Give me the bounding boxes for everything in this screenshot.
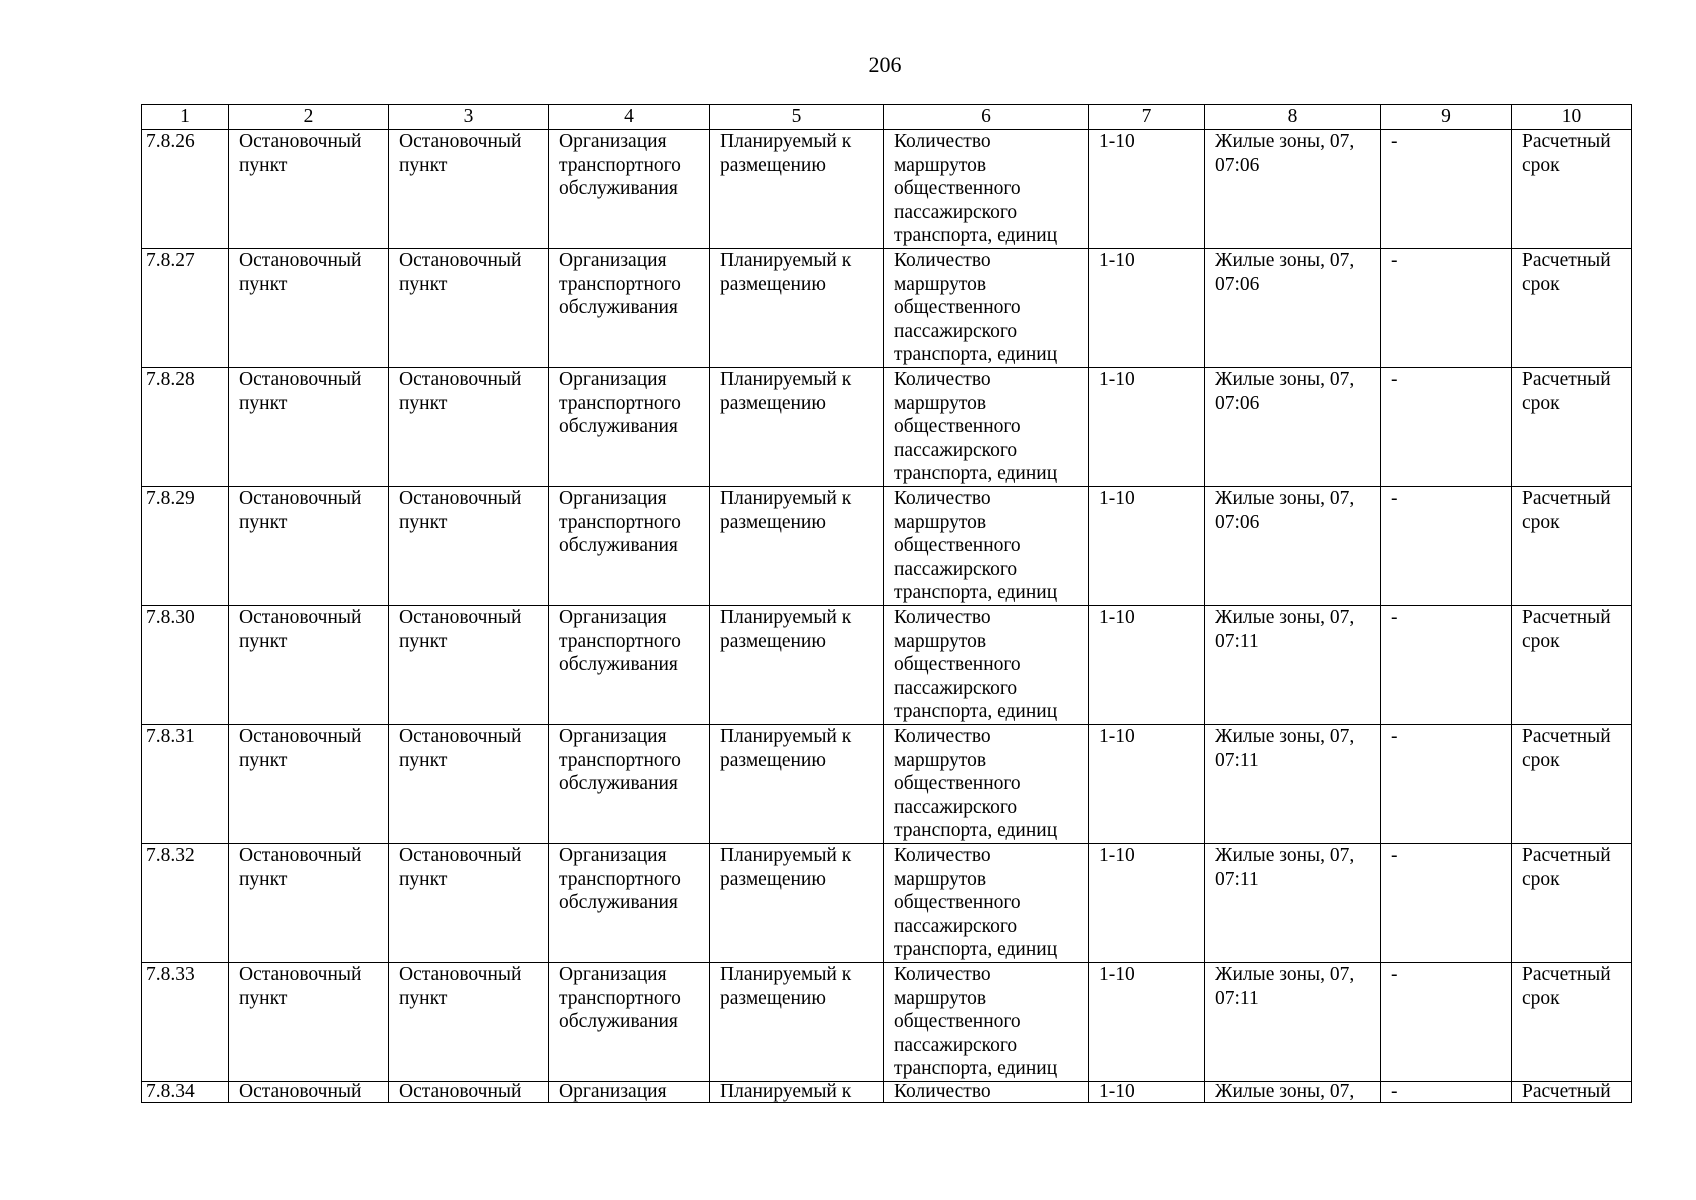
- table-row: [142, 487, 1632, 606]
- cell-text: Жилые зоны, 07, 07:11: [1215, 607, 1355, 652]
- cell-purpose: [549, 487, 710, 606]
- cell-text: Количество маршрутов общественного пассажирского транспорта, единиц: [894, 250, 1058, 366]
- column-header: 1: [142, 105, 229, 130]
- cell-purpose: [549, 725, 710, 844]
- table-row: [142, 725, 1632, 844]
- cell-text: 1-10: [1099, 131, 1135, 152]
- cell-row-number: [142, 606, 229, 725]
- cell-text: -: [1391, 131, 1398, 152]
- cell-text: 1-10: [1099, 369, 1135, 390]
- cell-status: [710, 606, 884, 725]
- column-header: 7: [1089, 105, 1205, 130]
- table-row: [142, 130, 1632, 249]
- cell-text: Остановочный пункт: [399, 845, 522, 890]
- cell-protection-zone: [1381, 487, 1512, 606]
- cell-text: Остановочный пункт: [239, 131, 362, 176]
- table-row: [142, 963, 1632, 1082]
- cell-text: Количество маршрутов общественного пассажирского транспорта, единиц: [894, 726, 1058, 842]
- cell-row-number: [142, 963, 229, 1082]
- cell-text: Остановочный пункт: [239, 845, 362, 890]
- cell-implementation-term: [1512, 606, 1632, 725]
- cell-text: Жилые зоны, 07, 07:06: [1215, 488, 1355, 533]
- cell-text: Организация транспортного обслуживания: [559, 726, 681, 795]
- cell-text: 1-10: [1099, 1082, 1135, 1102]
- cell-row-number: [142, 368, 229, 487]
- table-row: [142, 844, 1632, 963]
- cell-purpose: [549, 606, 710, 725]
- cell-object-name: [389, 487, 549, 606]
- cell-implementation-term: [1512, 725, 1632, 844]
- cell-characteristic: [884, 249, 1089, 368]
- cell-text: 1-10: [1099, 607, 1135, 628]
- cell-object-type: [229, 487, 389, 606]
- cell-text: Количество маршрутов общественного пассажирского транспорта, единиц: [894, 369, 1058, 485]
- cell-characteristic: [884, 725, 1089, 844]
- cell-object-name: [389, 368, 549, 487]
- cell-value: [1089, 1082, 1205, 1103]
- cell-characteristic: [884, 368, 1089, 487]
- cell-text: -: [1391, 845, 1398, 866]
- cell-implementation-term: [1512, 368, 1632, 487]
- cell-text: Количество маршрутов общественного пассажирского транспорта, единиц: [894, 131, 1058, 247]
- cell-zone-location: [1205, 130, 1381, 249]
- cell-object-type: [229, 725, 389, 844]
- column-header: 3: [389, 105, 549, 130]
- cell-text: -: [1391, 726, 1398, 747]
- cell-implementation-term: [1512, 487, 1632, 606]
- cell-text: Организация транспортного обслуживания: [559, 369, 681, 438]
- cell-zone-location: [1205, 606, 1381, 725]
- cell-text: Остановочный пункт: [239, 250, 362, 295]
- cell-zone-location: [1205, 368, 1381, 487]
- cell-text: Расчетный срок: [1522, 726, 1611, 771]
- cell-protection-zone: [1381, 249, 1512, 368]
- cell-protection-zone: [1381, 963, 1512, 1082]
- cell-status: [710, 130, 884, 249]
- cell-text: 1-10: [1099, 845, 1135, 866]
- table-row: [142, 249, 1632, 368]
- cell-protection-zone: [1381, 725, 1512, 844]
- cell-text: Организация: [559, 1082, 667, 1102]
- cell-characteristic: [884, 487, 1089, 606]
- cell-text: 1-10: [1099, 726, 1135, 747]
- cell-protection-zone: [1381, 368, 1512, 487]
- cell-purpose: [549, 249, 710, 368]
- cell-value: [1089, 249, 1205, 368]
- cell-object-name: [389, 606, 549, 725]
- cell-protection-zone: [1381, 606, 1512, 725]
- column-header: 5: [710, 105, 884, 130]
- cell-text: Остановочный пункт: [239, 607, 362, 652]
- cell-zone-location: [1205, 249, 1381, 368]
- cell-purpose: [549, 1082, 710, 1103]
- cell-implementation-term: [1512, 1082, 1632, 1103]
- cell-text: Жилые зоны, 07,: [1215, 1082, 1355, 1102]
- cell-text: Жилые зоны, 07, 07:11: [1215, 964, 1355, 1009]
- cell-object-name: [389, 249, 549, 368]
- cell-object-name: [389, 844, 549, 963]
- cell-text: Остановочный пункт: [239, 488, 362, 533]
- cell-row-number: [142, 487, 229, 606]
- cell-text: Расчетный срок: [1522, 131, 1611, 176]
- column-header: 4: [549, 105, 710, 130]
- page-number: 206: [868, 52, 902, 77]
- cell-text: Планируемый к: [720, 1082, 852, 1102]
- cell-row-number: [142, 130, 229, 249]
- cell-text: Остановочный пункт: [399, 250, 522, 295]
- cell-text: Организация транспортного обслуживания: [559, 845, 681, 914]
- cell-value: [1089, 368, 1205, 487]
- cell-protection-zone: [1381, 1082, 1512, 1103]
- column-header: 8: [1205, 105, 1381, 130]
- cell-implementation-term: [1512, 963, 1632, 1082]
- cell-text: Расчетный срок: [1522, 488, 1611, 533]
- cell-value: [1089, 606, 1205, 725]
- cell-row-number: [142, 725, 229, 844]
- cell-text: Остановочный пункт: [399, 369, 522, 414]
- cell-text: -: [1391, 250, 1398, 271]
- cell-text: 7.8.32: [146, 845, 195, 866]
- cell-status: [710, 487, 884, 606]
- column-number-row: [142, 105, 1632, 130]
- cell-status: [710, 844, 884, 963]
- cell-text: Количество маршрутов общественного пассажирского транспорта, единиц: [894, 488, 1058, 604]
- column-header: 6: [884, 105, 1089, 130]
- cell-text: Планируемый к размещению: [720, 607, 852, 652]
- cell-value: [1089, 963, 1205, 1082]
- cell-implementation-term: [1512, 249, 1632, 368]
- column-header: 2: [229, 105, 389, 130]
- cell-value: [1089, 130, 1205, 249]
- cell-text: 7.8.31: [146, 726, 195, 747]
- cell-text: -: [1391, 964, 1398, 985]
- cell-object-type: [229, 963, 389, 1082]
- cell-value: [1089, 487, 1205, 606]
- cell-zone-location: [1205, 725, 1381, 844]
- cell-text: Жилые зоны, 07, 07:06: [1215, 369, 1355, 414]
- cell-text: Организация транспортного обслуживания: [559, 131, 681, 200]
- cell-text: Остановочный: [239, 1082, 362, 1102]
- cell-text: Планируемый к размещению: [720, 845, 852, 890]
- cell-object-name: [389, 963, 549, 1082]
- cell-text: Расчетный срок: [1522, 607, 1611, 652]
- cell-text: Количество маршрутов общественного пассажирского транспорта, единиц: [894, 845, 1058, 961]
- cell-object-name: [389, 1082, 549, 1103]
- cell-object-type: [229, 1082, 389, 1103]
- cell-text: Остановочный пункт: [399, 131, 522, 176]
- column-header: 10: [1512, 105, 1632, 130]
- cell-object-type: [229, 606, 389, 725]
- table-row: [142, 1082, 1632, 1103]
- cell-text: -: [1391, 1082, 1398, 1102]
- cell-text: Остановочный пункт: [399, 726, 522, 771]
- cell-object-name: [389, 130, 549, 249]
- cell-text: Планируемый к размещению: [720, 726, 852, 771]
- cell-characteristic: [884, 1082, 1089, 1103]
- cell-text: Остановочный пункт: [239, 964, 362, 1009]
- cell-text: Жилые зоны, 07, 07:11: [1215, 726, 1355, 771]
- table-row: [142, 606, 1632, 725]
- column-header: 9: [1381, 105, 1512, 130]
- data-table: [141, 104, 1632, 1103]
- cell-text: 7.8.28: [146, 369, 195, 390]
- cell-characteristic: [884, 130, 1089, 249]
- cell-text: 7.8.27: [146, 250, 195, 271]
- cell-text: 7.8.26: [146, 131, 195, 152]
- cell-text: Планируемый к размещению: [720, 488, 852, 533]
- cell-row-number: [142, 1082, 229, 1103]
- cell-text: Жилые зоны, 07, 07:06: [1215, 131, 1355, 176]
- cell-zone-location: [1205, 1082, 1381, 1103]
- cell-text: Организация транспортного обслуживания: [559, 964, 681, 1033]
- cell-purpose: [549, 130, 710, 249]
- cell-text: Остановочный: [399, 1082, 522, 1102]
- cell-text: -: [1391, 369, 1398, 390]
- cell-text: Количество маршрутов общественного пассажирского транспорта, единиц: [894, 964, 1058, 1080]
- cell-row-number: [142, 844, 229, 963]
- cell-status: [710, 963, 884, 1082]
- cell-zone-location: [1205, 963, 1381, 1082]
- cell-value: [1089, 725, 1205, 844]
- cell-characteristic: [884, 963, 1089, 1082]
- cell-characteristic: [884, 844, 1089, 963]
- cell-text: Расчетный срок: [1522, 845, 1611, 890]
- cell-text: Жилые зоны, 07, 07:11: [1215, 845, 1355, 890]
- cell-text: Остановочный пункт: [239, 369, 362, 414]
- cell-row-number: [142, 249, 229, 368]
- cell-value: [1089, 844, 1205, 963]
- cell-text: Планируемый к размещению: [720, 131, 852, 176]
- cell-text: Остановочный пункт: [399, 607, 522, 652]
- cell-text: 1-10: [1099, 250, 1135, 271]
- cell-object-type: [229, 368, 389, 487]
- cell-status: [710, 249, 884, 368]
- cell-zone-location: [1205, 844, 1381, 963]
- cell-text: 7.8.30: [146, 607, 195, 628]
- cell-text: Расчетный: [1522, 1082, 1611, 1102]
- cell-purpose: [549, 844, 710, 963]
- cell-text: 7.8.33: [146, 964, 195, 985]
- cell-text: Организация транспортного обслуживания: [559, 250, 681, 319]
- cell-text: Жилые зоны, 07, 07:06: [1215, 250, 1355, 295]
- cell-characteristic: [884, 606, 1089, 725]
- cell-text: -: [1391, 488, 1398, 509]
- cell-text: Остановочный пункт: [239, 726, 362, 771]
- cell-text: Количество: [894, 1082, 991, 1102]
- cell-status: [710, 368, 884, 487]
- cell-text: Организация транспортного обслуживания: [559, 488, 681, 557]
- cell-zone-location: [1205, 487, 1381, 606]
- cell-text: Планируемый к размещению: [720, 369, 852, 414]
- cell-object-type: [229, 130, 389, 249]
- cell-object-type: [229, 844, 389, 963]
- cell-text: Планируемый к размещению: [720, 250, 852, 295]
- cell-status: [710, 1082, 884, 1103]
- cell-implementation-term: [1512, 130, 1632, 249]
- cell-protection-zone: [1381, 130, 1512, 249]
- cell-object-type: [229, 249, 389, 368]
- cell-text: Расчетный срок: [1522, 369, 1611, 414]
- cell-purpose: [549, 963, 710, 1082]
- cell-text: 1-10: [1099, 488, 1135, 509]
- cell-text: Количество маршрутов общественного пассажирского транспорта, единиц: [894, 607, 1058, 723]
- cell-object-name: [389, 725, 549, 844]
- cell-text: Расчетный срок: [1522, 250, 1611, 295]
- table-row: [142, 368, 1632, 487]
- cell-text: Расчетный срок: [1522, 964, 1611, 1009]
- cell-protection-zone: [1381, 844, 1512, 963]
- cell-text: Организация транспортного обслуживания: [559, 607, 681, 676]
- cell-text: -: [1391, 607, 1398, 628]
- cell-purpose: [549, 368, 710, 487]
- cell-text: Остановочный пункт: [399, 488, 522, 533]
- cell-status: [710, 725, 884, 844]
- cell-text: 1-10: [1099, 964, 1135, 985]
- cell-text: 7.8.34: [146, 1082, 195, 1102]
- cell-text: Планируемый к размещению: [720, 964, 852, 1009]
- cell-text: 7.8.29: [146, 488, 195, 509]
- cell-text: Остановочный пункт: [399, 964, 522, 1009]
- cell-implementation-term: [1512, 844, 1632, 963]
